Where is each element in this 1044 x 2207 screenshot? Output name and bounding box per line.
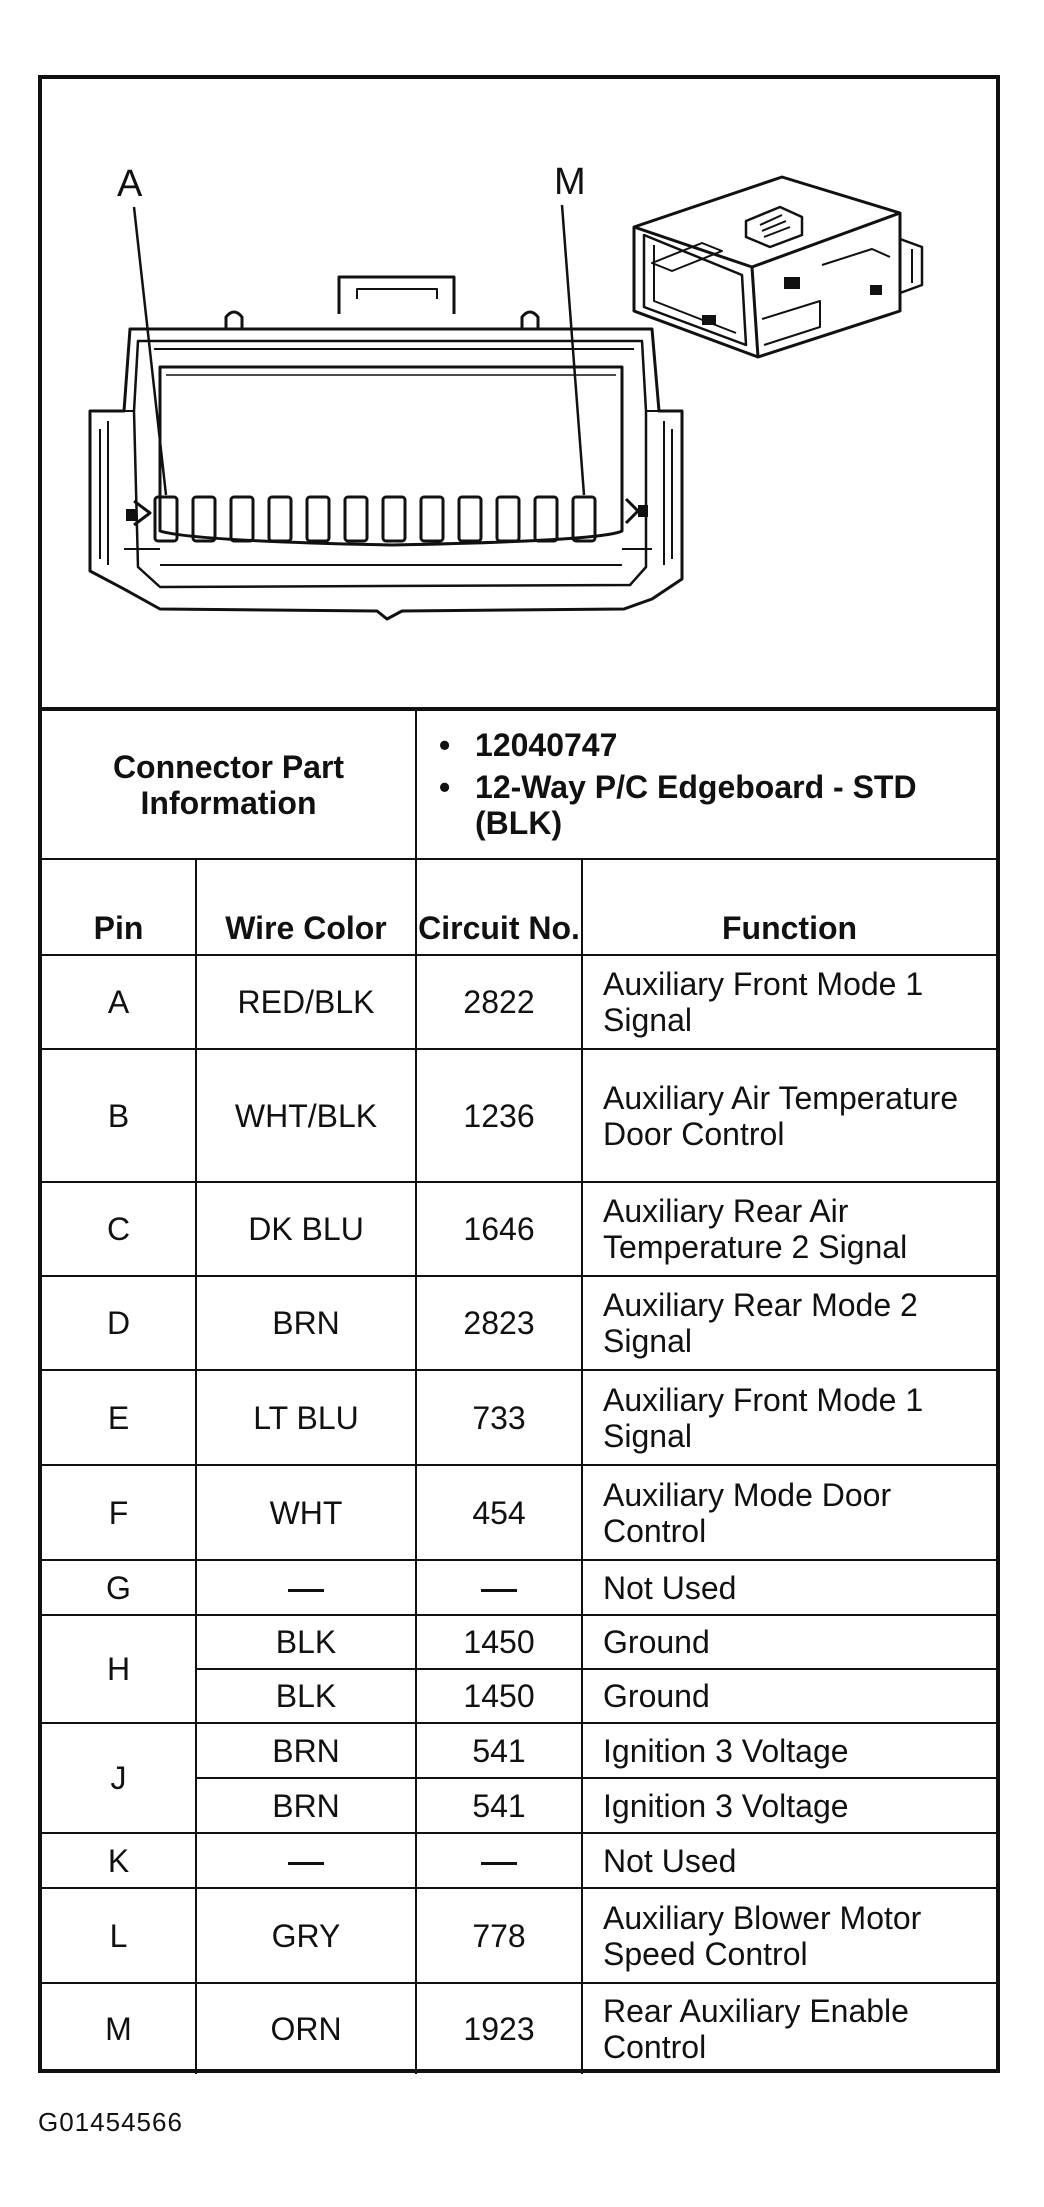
empty-dash bbox=[288, 1862, 324, 1865]
pin-cavity-g bbox=[383, 497, 405, 541]
table-row bbox=[42, 1723, 996, 1778]
wire-color-cell bbox=[196, 1560, 416, 1615]
pin-cell: B bbox=[42, 1049, 196, 1182]
wire-color-cell: BLK bbox=[196, 1669, 416, 1723]
function-cell: Ground bbox=[582, 1669, 996, 1723]
figure-id: G01454566 bbox=[38, 2107, 183, 2137]
pin-cell: L bbox=[42, 1888, 196, 1983]
wire-color-cell: GRY bbox=[196, 1888, 416, 1983]
pin-cavity-d bbox=[269, 497, 291, 541]
table-row bbox=[42, 1560, 996, 1615]
pin-cavity-b bbox=[193, 497, 215, 541]
circuit-cell: 454 bbox=[416, 1465, 582, 1560]
empty-dash bbox=[481, 1589, 517, 1592]
pin-cell: J bbox=[42, 1723, 196, 1833]
part-description: • 12-Way P/C Edgeboard - STD (BLK) bbox=[475, 769, 996, 841]
circuit-cell: 2823 bbox=[416, 1276, 582, 1370]
pin-cavity-k bbox=[497, 497, 519, 541]
table-header-row bbox=[42, 859, 996, 955]
table-row bbox=[42, 955, 996, 1049]
circuit-cell: 1450 bbox=[416, 1669, 582, 1723]
wire-color-cell: BRN bbox=[196, 1723, 416, 1778]
circuit-cell: 1646 bbox=[416, 1182, 582, 1276]
function-cell: Auxiliary Blower Motor Speed Control bbox=[582, 1888, 996, 1983]
pin-cavity-j bbox=[459, 497, 481, 541]
circuit-cell: 1923 bbox=[416, 1983, 582, 2074]
table-row bbox=[42, 1370, 996, 1465]
pin-cavity-e bbox=[307, 497, 329, 541]
function-cell: Auxiliary Front Mode 1 Signal bbox=[582, 955, 996, 1049]
circuit-cell: 541 bbox=[416, 1723, 582, 1778]
pin-cell: E bbox=[42, 1370, 196, 1465]
wire-color-cell bbox=[196, 1833, 416, 1888]
wire-color-cell: WHT bbox=[196, 1465, 416, 1560]
pin-cell: H bbox=[42, 1615, 196, 1723]
wire-color-cell: BRN bbox=[196, 1778, 416, 1833]
function-cell: Rear Auxiliary Enable Control bbox=[582, 1983, 996, 2074]
wire-color-cell: WHT/BLK bbox=[196, 1049, 416, 1182]
circuit-cell: 1450 bbox=[416, 1615, 582, 1669]
pin-cell: M bbox=[42, 1983, 196, 2074]
connector-part-label: Connector Part Information bbox=[42, 709, 416, 859]
wire-color-cell: BRN bbox=[196, 1276, 416, 1370]
pin-cell: D bbox=[42, 1276, 196, 1370]
leader-line-a bbox=[134, 207, 166, 495]
part-number: • 12040747 bbox=[475, 727, 996, 763]
wire-color-cell: BLK bbox=[196, 1615, 416, 1669]
circuit-cell bbox=[416, 1560, 582, 1615]
pin-cell: G bbox=[42, 1560, 196, 1615]
wire-color-cell: LT BLU bbox=[196, 1370, 416, 1465]
wire-color-cell: RED/BLK bbox=[196, 955, 416, 1049]
function-header: Function bbox=[582, 859, 996, 955]
function-cell: Auxiliary Front Mode 1 Signal bbox=[582, 1370, 996, 1465]
table-row bbox=[42, 1276, 996, 1370]
table-row bbox=[42, 1615, 996, 1669]
function-cell: Auxiliary Rear Air Temperature 2 Signal bbox=[582, 1182, 996, 1276]
connector-info-row bbox=[42, 709, 996, 859]
circuit-cell bbox=[416, 1833, 582, 1888]
circuit-header: Circuit No. bbox=[416, 859, 582, 955]
pin-header: Pin bbox=[42, 859, 196, 955]
pin-cavity-c bbox=[231, 497, 253, 541]
pin-cavity-f bbox=[345, 497, 367, 541]
pin-cell: C bbox=[42, 1182, 196, 1276]
connector-figure bbox=[42, 79, 996, 707]
table-row bbox=[42, 1833, 996, 1888]
connector-sheet bbox=[38, 75, 1000, 2073]
circuit-cell: 2822 bbox=[416, 955, 582, 1049]
function-cell: Not Used bbox=[582, 1560, 996, 1615]
callout-a-label: A bbox=[117, 163, 143, 205]
table-row bbox=[42, 1049, 996, 1182]
function-cell: Ignition 3 Voltage bbox=[582, 1723, 996, 1778]
circuit-cell: 1236 bbox=[416, 1049, 582, 1182]
function-cell: Ground bbox=[582, 1615, 996, 1669]
pin-cavity-h bbox=[421, 497, 443, 541]
connector-face-drawing bbox=[42, 79, 996, 707]
wire-color-cell: DK BLU bbox=[196, 1182, 416, 1276]
pin-cell: A bbox=[42, 955, 196, 1049]
pinout-table bbox=[42, 707, 996, 2074]
callout-m-label: M bbox=[554, 161, 586, 203]
circuit-cell: 778 bbox=[416, 1888, 582, 1983]
connector-part-details bbox=[416, 709, 996, 859]
function-cell: Ignition 3 Voltage bbox=[582, 1778, 996, 1833]
pin-cavity-l bbox=[535, 497, 557, 541]
function-cell: Auxiliary Rear Mode 2 Signal bbox=[582, 1276, 996, 1370]
table-row bbox=[42, 1465, 996, 1560]
function-cell: Not Used bbox=[582, 1833, 996, 1888]
empty-dash bbox=[481, 1862, 517, 1865]
table-row bbox=[42, 1182, 996, 1276]
empty-dash bbox=[288, 1589, 324, 1592]
function-cell: Auxiliary Mode Door Control bbox=[582, 1465, 996, 1560]
wire-color-header: Wire Color bbox=[196, 859, 416, 955]
pin-cell: F bbox=[42, 1465, 196, 1560]
wire-color-cell: ORN bbox=[196, 1983, 416, 2074]
pin-cavity-m bbox=[573, 497, 595, 541]
circuit-cell: 733 bbox=[416, 1370, 582, 1465]
circuit-cell: 541 bbox=[416, 1778, 582, 1833]
connector-isometric-view bbox=[634, 177, 922, 357]
table-row bbox=[42, 1888, 996, 1983]
pin-cell: K bbox=[42, 1833, 196, 1888]
table-row bbox=[42, 1983, 996, 2074]
function-cell: Auxiliary Air Temperature Door Control bbox=[582, 1049, 996, 1182]
